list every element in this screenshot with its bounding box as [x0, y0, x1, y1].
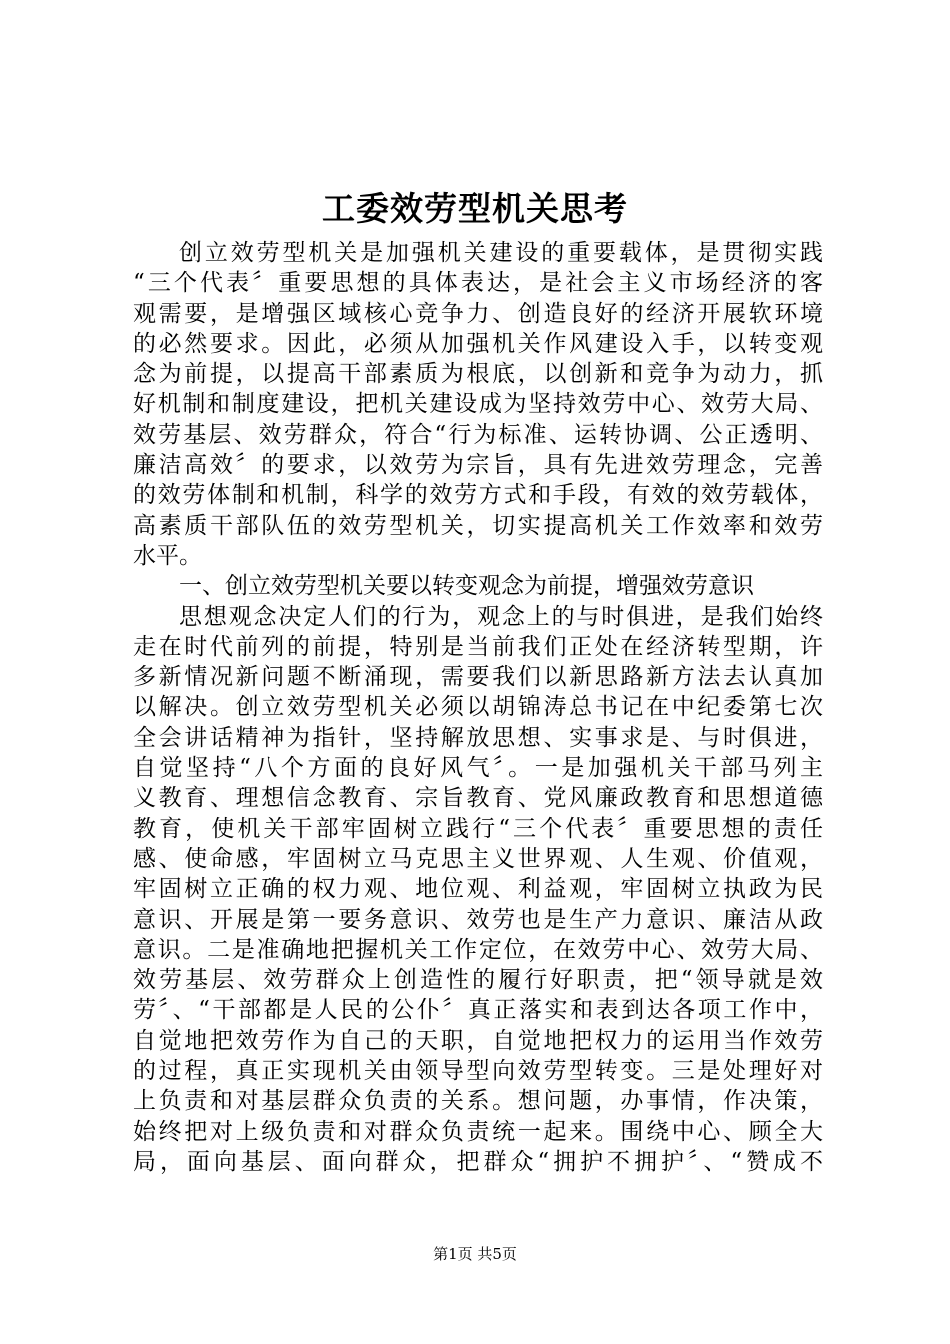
text-line: 念为前提，以提高干部素质为根底，以创新和竞争为动力，抓 [133, 361, 823, 388]
text-line: 效劳基层、效劳群众，符合“行为标准、运转协调、公正透明、 [133, 421, 823, 448]
text-line: 的过程，真正实现机关由领导型向效劳型转变。三是处理好对 [133, 1058, 823, 1085]
text-line: 廉洁高效〞的要求，以效劳为宗旨，具有先进效劳理念，完善 [133, 452, 823, 479]
text-line: 观需要，是增强区域核心竞争力、创造良好的经济开展软环境 [133, 300, 823, 327]
text-line: 上负责和对基层群众负责的关系。想问题，办事情，作决策， [133, 1088, 823, 1115]
text-line: “三个代表〞重要思想的具体表达，是社会主义市场经济的客 [133, 270, 823, 297]
document-body [133, 238, 823, 1177]
text-line: 思想观念决定人们的行为，观念上的与时俱进，是我们始终 [179, 603, 823, 630]
text-line: 高素质干部队伍的效劳型机关，切实提高机关工作效率和效劳 [133, 512, 823, 539]
document-title: 工委效劳型机关思考 [322, 189, 628, 228]
text-line: 好机制和制度建设，把机关建设成为坚持效劳中心、效劳大局、 [133, 391, 823, 418]
page-number: 第1页 共5页 [433, 1245, 517, 1263]
text-line: 走在时代前列的前提，特别是当前我们正处在经济转型期，许 [133, 633, 823, 660]
text-line: 意识。二是准确地把握机关工作定位，在效劳中心、效劳大局、 [133, 936, 823, 963]
text-line: 的效劳体制和机制，科学的效劳方式和手段，有效的效劳载体， [133, 482, 823, 509]
text-line: 以解决。创立效劳型机关必须以胡锦涛总书记在中纪委第七次 [133, 694, 823, 721]
text-line: 局，面向基层、面向群众，把群众“拥护不拥护〞、“赞成不 [133, 1148, 823, 1175]
text-line: 水平。 [133, 542, 202, 569]
text-line: 多新情况新问题不断涌现，需要我们以新思路新方法去认真加 [133, 664, 823, 691]
text-line: 劳〞、“干部都是人民的公仆〞真正落实和表到达各项工作中， [133, 997, 823, 1024]
text-line: 创立效劳型机关是加强机关建设的重要载体，是贯彻实践 [179, 240, 823, 266]
text-line: 牢固树立正确的权力观、地位观、利益观，牢固树立执政为民 [133, 876, 823, 903]
text-line: 全会讲话精神为指针，坚持解放思想、实事求是、与时俱进， [133, 724, 823, 751]
text-line: 义教育、理想信念教育、宗旨教育、党风廉政教育和思想道德 [133, 785, 823, 812]
text-line: 始终把对上级负责和对群众负责统一起来。围绕中心、顾全大 [133, 1118, 823, 1145]
section-heading: 一、创立效劳型机关要以转变观念为前提，增强效劳意识 [179, 573, 754, 600]
text-line: 感、使命感，牢固树立马克思主义世界观、人生观、价值观， [133, 845, 823, 872]
text-line: 意识、开展是第一要务意识、效劳也是生产力意识、廉洁从政 [133, 906, 823, 933]
text-line: 教育，使机关干部牢固树立践行“三个代表〞重要思想的责任 [133, 815, 823, 842]
text-line: 效劳基层、效劳群众上创造性的履行好职责，把“领导就是效 [133, 967, 823, 994]
text-line: 自觉坚持“八个方面的良好风气〞。一是加强机关干部马列主 [133, 755, 823, 782]
text-line: 的必然要求。因此，必须从加强机关作风建设入手，以转变观 [133, 330, 823, 357]
text-line: 自觉地把效劳作为自己的天职，自觉地把权力的运用当作效劳 [133, 1027, 823, 1054]
